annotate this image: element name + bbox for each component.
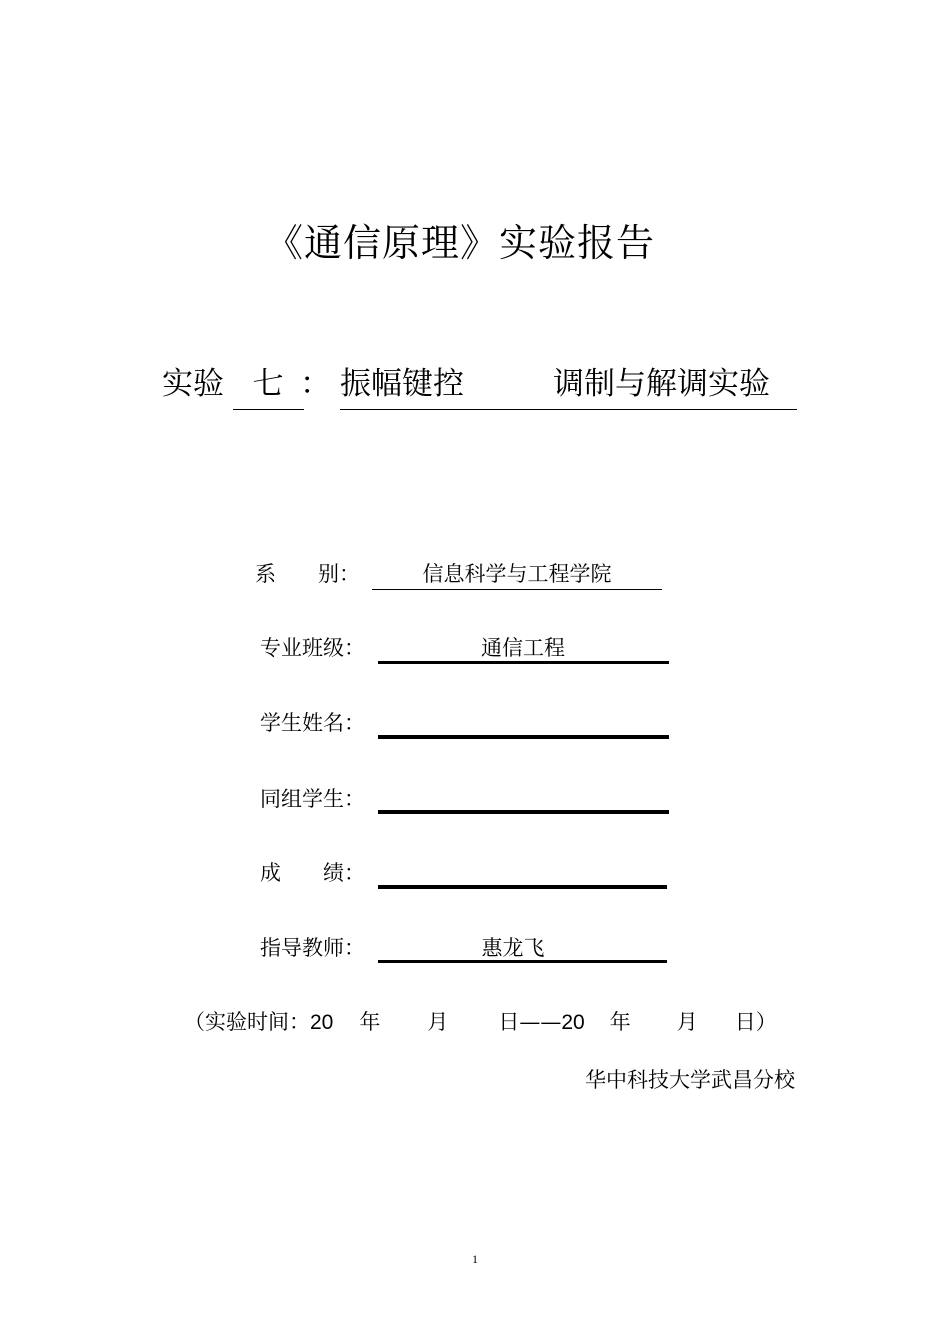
student-name-underline <box>378 735 669 739</box>
time-day1: 日—— <box>498 1010 562 1034</box>
experiment-time-line <box>184 1006 777 1036</box>
grade-underline <box>378 885 667 889</box>
experiment-number-underline <box>233 409 304 410</box>
time-open: （实验时间： <box>184 1010 310 1034</box>
instructor-value: 惠龙飞 <box>481 936 545 960</box>
major-class-value: 通信工程 <box>481 636 565 660</box>
group-members-underline <box>378 810 669 814</box>
instructor-underline <box>378 960 667 963</box>
page-number: 1 <box>472 1252 478 1266</box>
report-title: 《通信原理》实验报告 <box>264 221 655 265</box>
time-year1: 年 <box>359 1010 381 1034</box>
time-day2: 日） <box>734 1010 777 1034</box>
experiment-name-part1: 振幅键控 <box>340 366 464 402</box>
grade-label: 成 绩： <box>260 861 365 885</box>
department-underline <box>372 589 662 590</box>
group-members-label: 同组学生： <box>260 787 365 811</box>
student-name-label: 学生姓名： <box>260 711 365 735</box>
time-month1: 月 <box>427 1010 449 1034</box>
experiment-colon: ： <box>300 366 331 402</box>
time-end-year: 20 <box>561 1011 585 1034</box>
major-class-label: 专业班级： <box>260 636 365 660</box>
department-value: 信息科学与工程学院 <box>422 562 612 586</box>
instructor-label: 指导教师： <box>260 936 365 960</box>
experiment-name-underline <box>340 409 797 410</box>
major-class-underline <box>378 661 669 664</box>
department-label: 系 别： <box>255 562 360 586</box>
time-month2: 月 <box>676 1010 698 1034</box>
time-start-year: 20 <box>310 1011 334 1034</box>
experiment-prefix: 实验 <box>162 366 224 402</box>
experiment-name-part2: 调制与解调实验 <box>553 366 770 402</box>
experiment-number: 七 <box>252 366 284 402</box>
school-name: 华中科技大学武昌分校 <box>585 1068 795 1092</box>
time-year2: 年 <box>609 1010 631 1034</box>
